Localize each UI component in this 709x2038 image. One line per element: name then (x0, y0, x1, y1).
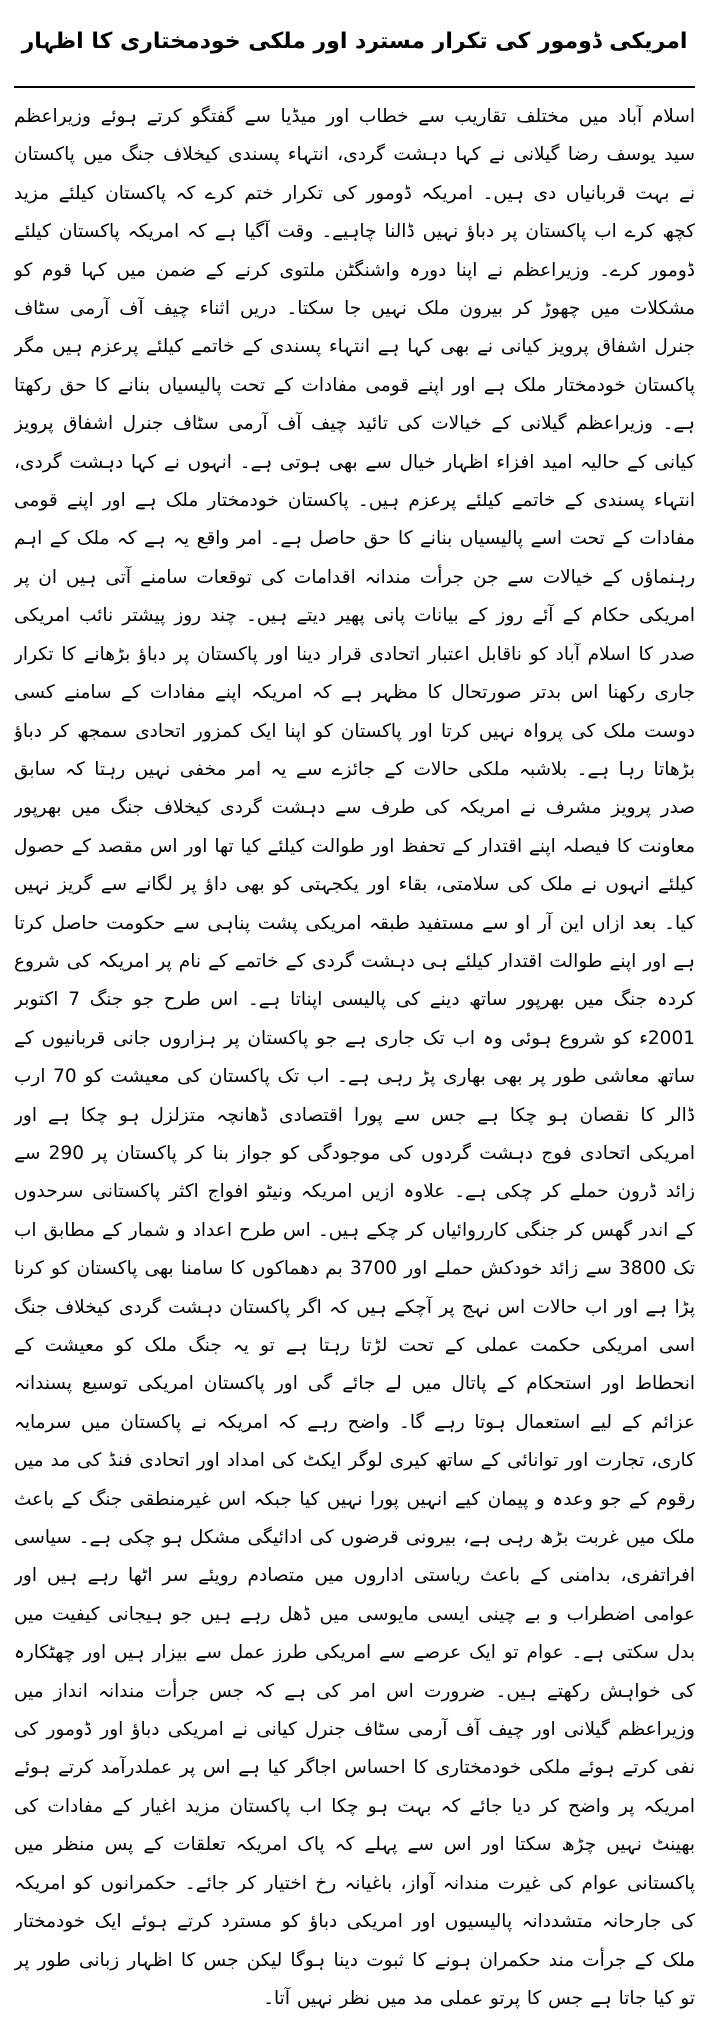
headline-divider (14, 86, 695, 88)
article-headline: امریکی ڈومور کی تکرار مسترد اور ملکی خودمختاری کا اظہار (21, 29, 688, 54)
article-body: اسلام آباد میں مختلف تقاریب سے خطاب اور میڈیا سے گفتگو کرتے ہوئے وزیراعظم سید یوسف رضا گیلانی نے کہا دہشت گردی، انتہاء پسندی کیخلاف جنگ میں پاکستان نے بہت قربانیاں دی ہیں۔ امریکہ ڈومور کی تکرار ختم کرے کہ پاکستان کیلئے مزید کچھ کرے اب پاکستان پر دباؤ نہیں ڈالنا چاہیے۔ وقت آگیا ہے کہ امریکہ پاکستان کیلئے ڈومور کرے۔ وزیراعظم نے اپنا دورہ واشنگٹن ملتوی کرنے کے ضمن میں کہا قوم کو مشکلات میں چھوڑ کر بیرون ملک نہیں جا سکتا۔ دریں اثناء چیف آف آرمی سٹاف جنرل اشفاق پرویز کیانی نے بھی کہا ہے انتہاء پسندی کے خاتمے کیلئے پرعزم ہیں مگر پاکستان خودمختار ملک ہے اور اپنے قومی مفادات کے تحت پالیسیاں بنانے کا حق رکھتا ہے۔ وزیراعظم گیلانی کے خیالات کی تائید چیف آف آرمی سٹاف جنرل اشفاق پرویز کیانی کے حالیہ امید افزاء اظہار خیال سے بھی ہوتی ہے۔ انہوں نے کہا دہشت گردی، انتہاء پسندی کے خاتمے کیلئے پرعزم ہیں۔ پاکستان خودمختار ملک ہے اور اپنے قومی مفادات کے تحت اسے پالیسیاں بنانے کا حق حاصل ہے۔ امر واقع یہ ہے کہ ملک کے اہم رہنماؤں کے خیالات سے جن جرأت مندانہ اقدامات کی توقعات سامنے آتی ہیں ان پر امریکی حکام کے آئے روز کے بیانات پانی پھیر دیتے ہیں۔ چند روز پیشتر نائب امریکی صدر کا اسلام آباد کو ناقابل اعتبار اتحادی قرار دینا اور پاکستان پر دباؤ بڑھانے کا تکرار جاری رکھنا اس بدتر صورتحال کا مظہر ہے کہ امریکہ اپنے مفادات کے سامنے کسی دوست ملک کی پرواہ نہیں کرتا اور پاکستان کو اپنا ایک کمزور اتحادی سمجھ کر دباؤ بڑھاتا رہا ہے۔ بلاشبہ ملکی حالات کے جائزے سے یہ امر مخفی نہیں رہتا کہ سابق صدر پرویز مشرف نے امریکہ کی طرف سے دہشت گردی کیخلاف جنگ میں بھرپور معاونت کا فیصلہ اپنے اقتدار کے تحفظ اور طوالت کیلئے کیا تھا اور اس مقصد کے حصول کیلئے انہوں نے ملک کی سلامتی، بقاء اور یکجہتی کو بھی داؤ پر لگانے سے گریز نہیں کیا۔ بعد ازاں این آر او سے مستفید طبقہ امریکی پشت پناہی سے حکومت حاصل کرتا ہے اور اپنے طوالت اقتدار کیلئے ہی دہشت گردی کے خاتمے کے نام پر امریکہ کی شروع کردہ جنگ میں بھرپور ساتھ دینے کی پالیسی اپناتا ہے۔ اس طرح جو جنگ 7 اکتوبر 2001ء کو شروع ہوئی وہ اب تک جاری ہے جو پاکستان پر ہزاروں جانی قربانیوں کے ساتھ معاشی طور پر بھی بھاری پڑ رہی ہے۔ اب تک پاکستان کی معیشت کو 70 ارب ڈالر کا نقصان ہو چکا ہے جس سے پورا اقتصادی ڈھانچہ متزلزل ہو چکا ہے اور امریکی اتحادی فوج دہشت گردوں کی موجودگی کو جواز بنا کر پاکستان پر 290 سے زائد ڈرون حملے کر چکی ہے۔ علاوہ ازیں امریکہ ونیٹو افواج اکثر پاکستانی سرحدوں کے اندر گھس کر جنگی کارروائیاں کر چکے ہیں۔ اس طرح اعداد و شمار کے مطابق اب تک 3800 سے زائد خودکش حملے اور 3700 بم دھماکوں کا سامنا بھی پاکستان کو کرنا پڑا ہے اور اب حالات اس نہج پر آچکے ہیں کہ اگر پاکستان دہشت گردی کیخلاف جنگ اسی امریکی حکمت عملی کے تحت لڑتا رہتا ہے تو یہ جنگ ملک کو معیشت کے انحطاط اور استحکام کے پاتال میں لے جائے گی اور پاکستان امریکی توسیع پسندانہ عزائم کے لیے استعمال ہوتا رہے گا۔ واضح رہے کہ امریکہ نے پاکستان میں سرمایہ کاری، تجارت اور توانائی کے ساتھ کیری لوگر ایکٹ کی امداد اور اتحادی فنڈ کی مد میں رقوم کے جو وعدہ و پیمان کیے انہیں پورا نہیں کیا جبکہ اس غیرمنطقی جنگ کے باعث ملک میں غربت بڑھ رہی ہے، بیرونی قرضوں کی ادائیگی مشکل ہو چکی ہے۔ سیاسی افراتفری، بدامنی کے باعث ریاستی اداروں میں متصادم رویئے سر اٹھا رہے ہیں اور عوامی اضطراب و بے چینی ایسی مایوسی میں ڈھل رہے ہیں جو ہیجانی کیفیت میں بدل سکتی ہے۔ عوام تو ایک عرصے سے امریکی طرز عمل سے بیزار ہیں اور چھٹکارہ کی خواہش رکھتے ہیں۔ ضرورت اس امر کی ہے کہ جس جرأت مندانہ انداز میں وزیراعظم گیلانی اور چیف آف آرمی سٹاف جنرل کیانی نے امریکی دباؤ اور ڈومور کی نفی کرتے ہوئے ملکی خودمختاری کا احساس اجاگر کیا ہے اس پر عملدرآمد کرتے ہوئے امریکہ پر واضح کر دیا جائے کہ بہت ہو چکا اب پاکستان مزید اغیار کے مفادات کی بھینٹ نہیں چڑھ سکتا اور اس سے پہلے کہ پاک امریکہ تعلقات کے پس منظر میں پاکستانی عوام کی غیرت مندانہ آواز، باغیانہ رخ اختیار کر جائے۔ حکمرانوں کو امریکہ کی جارحانہ متشددانہ پالیسیوں اور امریکی دباؤ کو مسترد کرتے ہوئے ایک خودمختار ملک کے جرأت مند حکمران ہونے کا ثبوت دینا ہوگا لیکن جس کا اظہار زبانی طور پر تو کیا جاتا ہے جس کا پرتو عملی مد میں نظر نہیں آتا۔ (14, 106, 695, 2009)
